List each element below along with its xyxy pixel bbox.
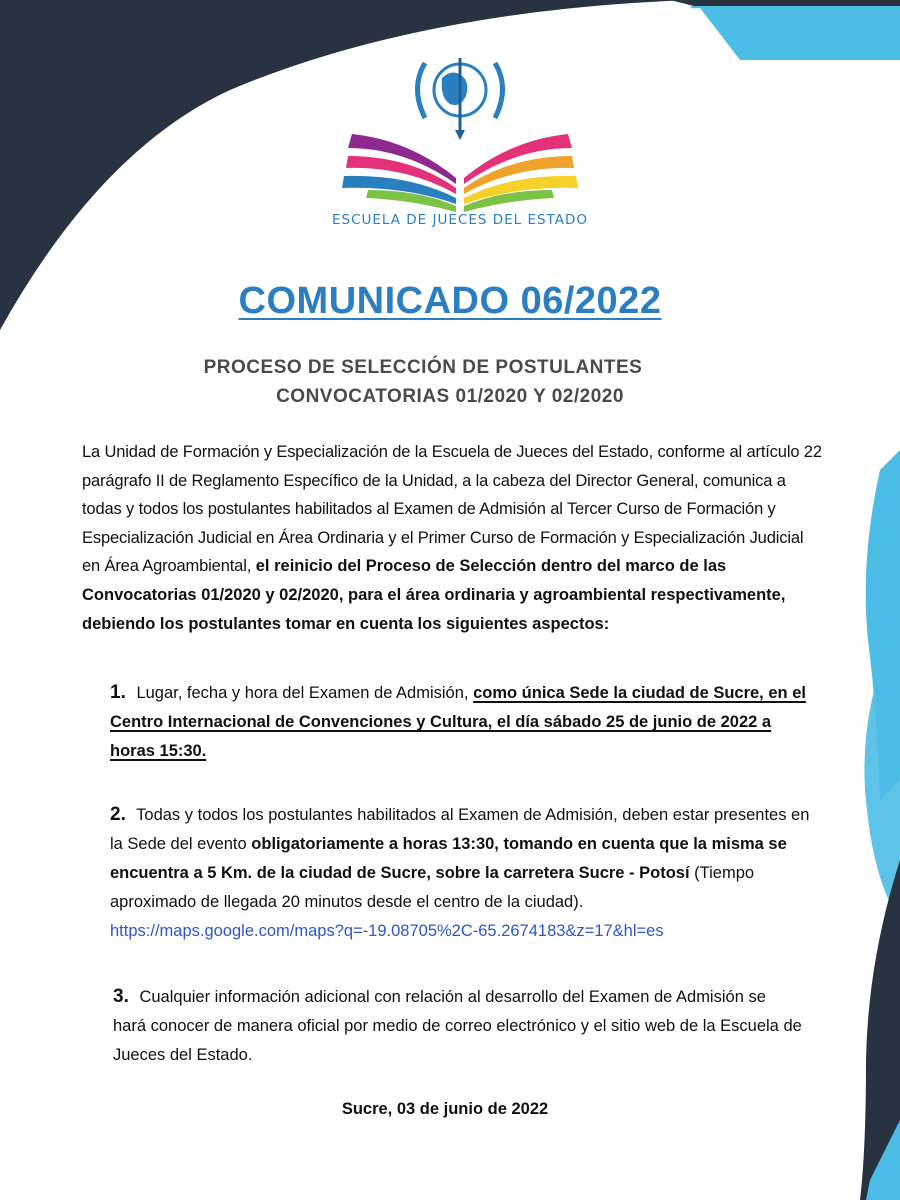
document-date: Sucre, 03 de junio de 2022 — [341, 1100, 549, 1118]
item-number: 3. — [113, 986, 129, 1007]
item-number: 2. — [110, 804, 126, 825]
page-title — [0, 280, 900, 323]
title-text: COMUNICADO 06/2022 — [238, 280, 662, 322]
intro-paragraph — [82, 438, 822, 638]
list-item-3 — [113, 982, 803, 1070]
item-text: Cualquier información adicional con relación al desarrollo del Examen de Admisión se hará conocer de manera oficial por medio de correo electrónico y el sitio web de la Escuela de Jueces del Estado. — [113, 988, 802, 1064]
item-text: Lugar, fecha y hora del Examen de Admisión, — [136, 684, 469, 702]
item-text-2: (Tiempo aproximado de llegada 20 minutos desde el centro de la ciudad). — [110, 864, 755, 911]
intro-text: La Unidad de Formación y Especialización de la Escuela de Jueces del Estado, conforme al artículo 22 parágrafo II de Reglamento Específico de la Unidad, a la cabeza del Director General, comunica a todas y todos los postulantes habilitados al Examen de Admisión al Tercer Curso de Formación y Especialización Judicial en Área Ordinaria y el Primer Curso de Formación y Especialización Judicial en Área Agroambiental, — [82, 443, 822, 576]
subtitle-line-1: PROCESO DE SELECCIÓN DE POSTULANTES — [203, 357, 643, 378]
item-highlight: como única Sede la ciudad de Sucre, en el Centro Internacional de Convenciones y Cultura, el día sábado 25 de junio de 2022 a horas 15:30. — [110, 684, 806, 760]
item-number: 1. — [110, 682, 126, 703]
subtitle-line-2: CONVOCATORIAS 01/2020 Y 02/2020 — [276, 386, 624, 407]
escuela-de-jueces-logo — [330, 48, 590, 238]
maps-link[interactable]: https://maps.google.com/maps?q=-19.08705%2C-65.2674183&z=17&hl=es — [110, 922, 664, 940]
item-bold-text: obligatoriamente a horas 13:30, tomando en cuenta que la misma se encuentra a 5 Km. de la ciudad de Sucre, sobre la carretera Sucre - Potosí — [110, 835, 787, 882]
list-item-2 — [110, 800, 810, 946]
item-text: Todas y todos los postulantes habilitados al Examen de Admisión, deben estar presentes en la Sede del evento — [110, 806, 810, 853]
logo-text: ESCUELA DE JUECES DEL ESTADO — [331, 212, 588, 228]
intro-bold-text: el reinicio del Proceso de Selección dentro del marco de las Convocatorias 01/2020 y 02/2020, para el área ordinaria y agroambiental respectivamente, debiendo los postulantes tomar en cuenta los siguientes aspectos: — [82, 557, 786, 633]
list-item-1 — [110, 678, 810, 766]
